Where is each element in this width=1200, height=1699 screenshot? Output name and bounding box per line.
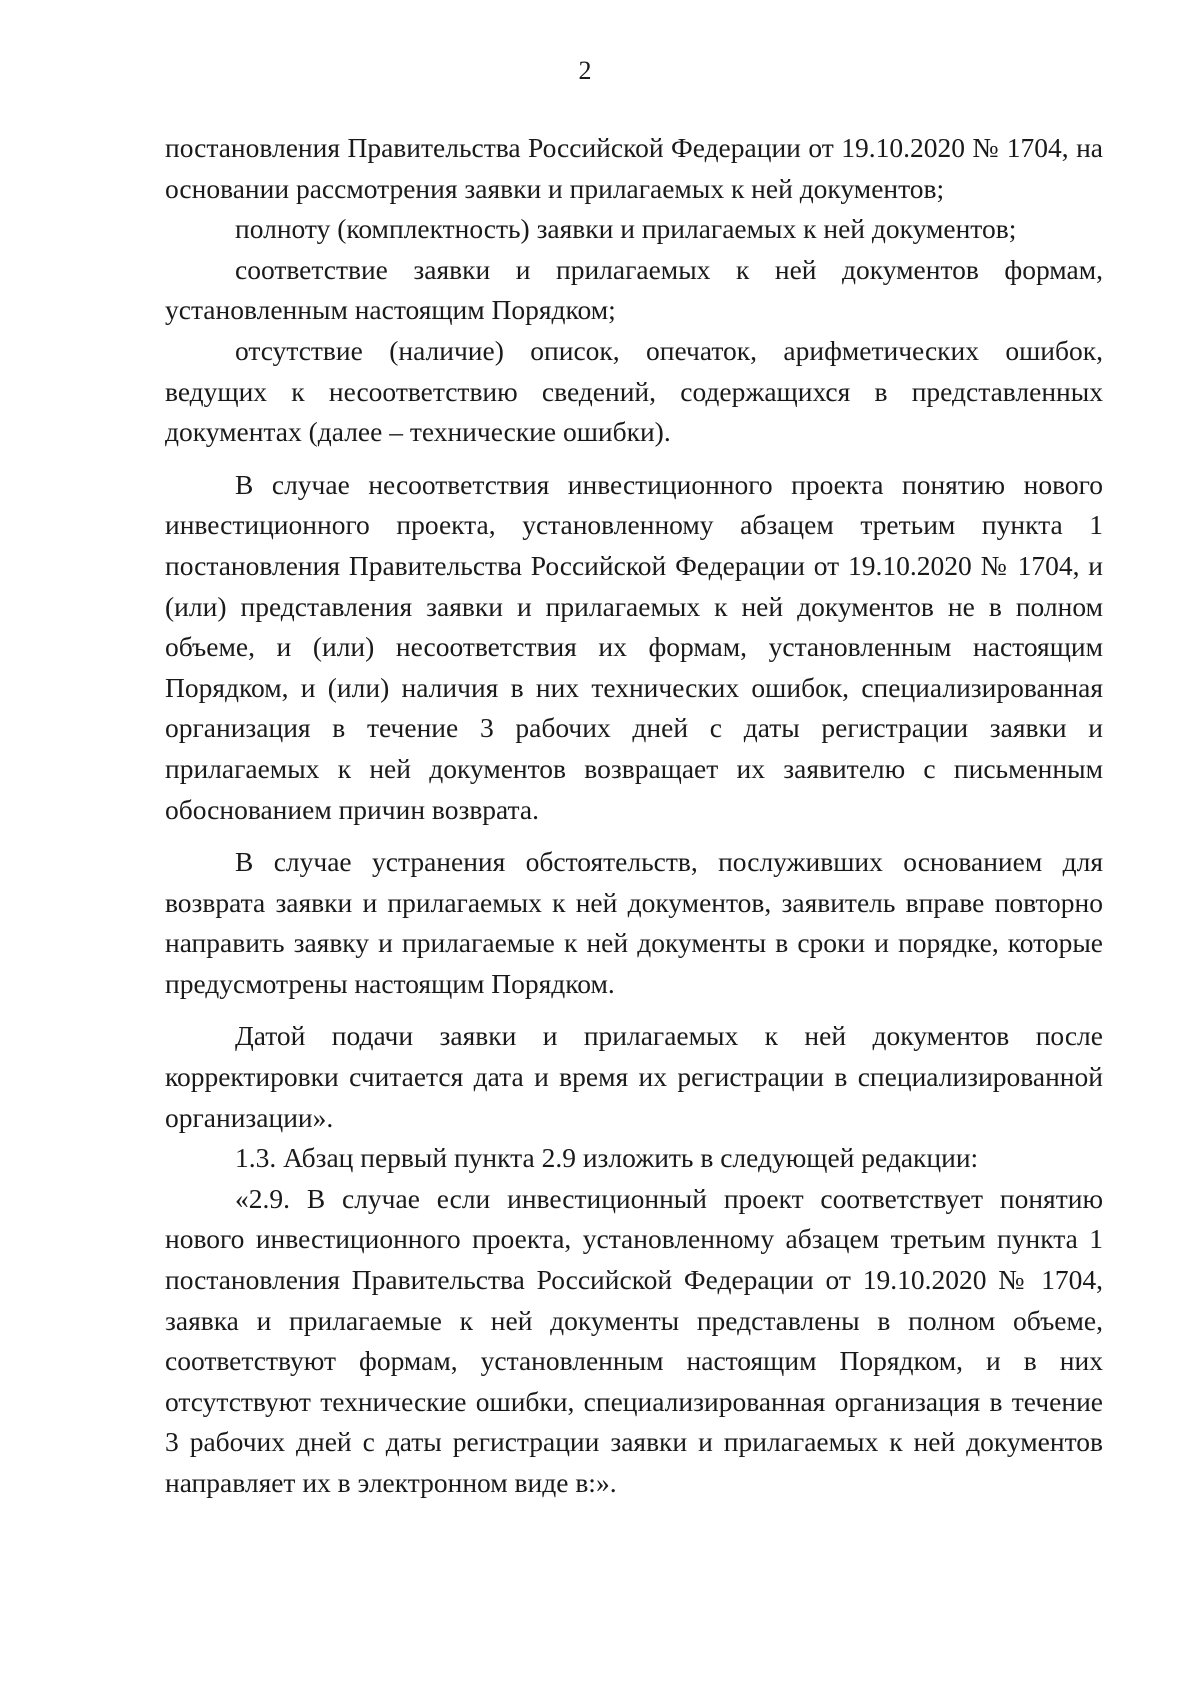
page-number: 2	[578, 56, 592, 85]
paragraph-amendment-heading: 1.3. Абзац первый пункта 2.9 изложить в следующей редакции:	[235, 1142, 979, 1174]
paragraph-forms-compliance: соответствие заявки и прилагаемых к ней документов формам, установленным настоящим Порядком;	[165, 253, 1103, 326]
paragraph-submission-date: Датой подачи заявки и прилагаемых к ней документов после корректировки считается дата и время их регистрации в специализированной организации».	[165, 1020, 1103, 1133]
paragraph-clause-2-9: «2.9. В случае если инвестиционный проект соответствует понятию нового инвестиционного проекта, установленному абзацем третьим пункта 1 постановления Правительства Российской Федерации от 19.10.2020 № 1704, заявка и прилагаемые к ней документы представлены в полном объеме, соответствуют формам, установленным настоящим Порядком, и в них отсутствуют технические ошибки, специализированная организация в течение 3 рабочих дней с даты регистрации заявки и прилагаемых к ней документов направляет их в электронном виде в:».	[165, 1182, 1103, 1498]
paragraph-technical-errors: отсутствие (наличие) описок, опечаток, арифметических ошибок, ведущих к несоответствию сведений, содержащихся в представленных документах (далее – технические ошибки).	[165, 334, 1103, 448]
document-body	[165, 128, 1103, 1504]
paragraph-return-conditions: В случае несоответствия инвестиционного проекта понятию нового инвестиционного проекта, установленному абзацем третьим пункта 1 постановления Правительства Российской Федерации от 19.10.2020 № 1704, и (или) представления заявки и прилагаемых к ней документов не в полном объеме, и (или) несоответствия их формам, установленным настоящим Порядком, и (или) наличия в них технических ошибок, специализированная организация в течение 3 рабочих дней с даты регистрации заявки и прилагаемых к ней документов возвращает их заявителю с письменным обоснованием причин возврата.	[165, 468, 1103, 825]
paragraph-completeness: полноту (комплектность) заявки и прилагаемых к ней документов;	[235, 213, 1017, 245]
paragraph-continuation: постановления Правительства Российской Федерации от 19.10.2020 № 1704, на основании рассмотрения заявки и прилагаемых к ней документов;	[165, 132, 1103, 204]
paragraph-resubmission: В случае устранения обстоятельств, послуживших основанием для возврата заявки и прилагаемых к ней документов, заявитель вправе повторно направить заявку и прилагаемые к ней документы в сроки и порядке, которые предусмотрены настоящим Порядком.	[165, 846, 1103, 999]
